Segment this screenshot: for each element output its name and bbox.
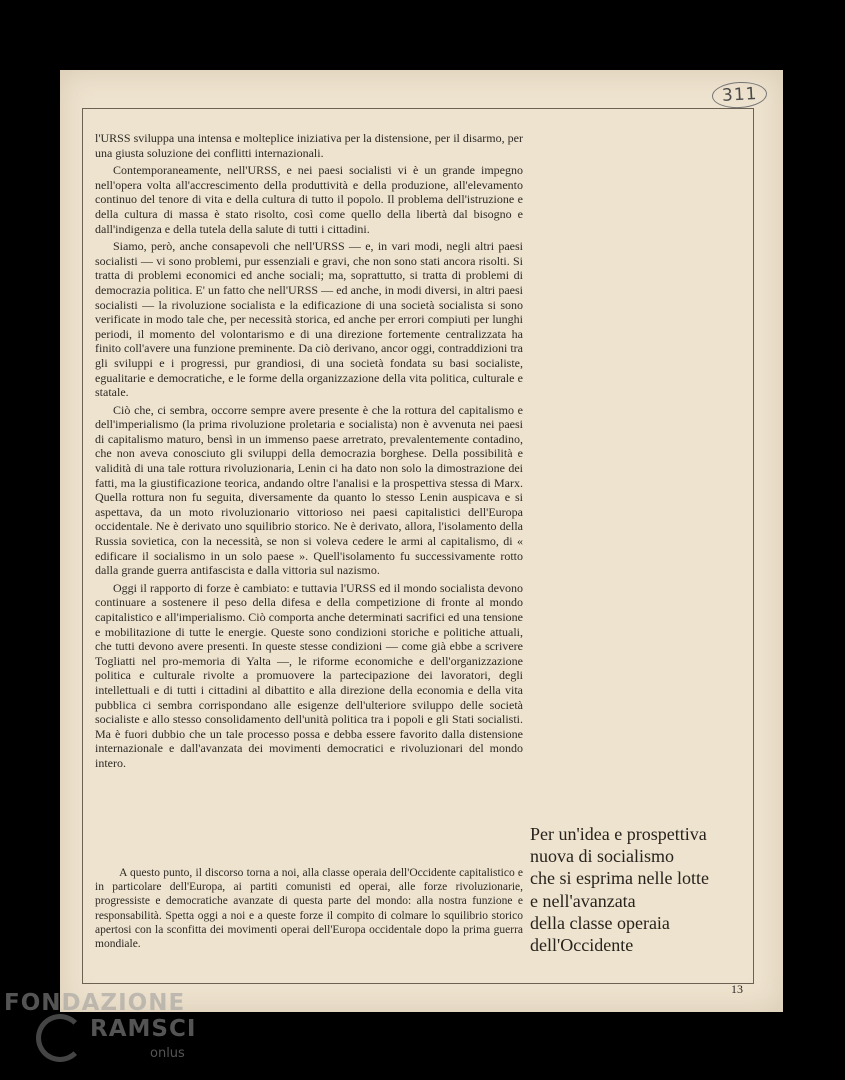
section-subheading: Per un'idea e prospettiva nuova di socialismo che si esprima nelle lotte e nell'avanzata della classe operaia dell'Occidente [530,824,709,956]
handwritten-folio-number: 311 [711,81,768,110]
body-text [95,131,523,771]
paragraph-4: Ciò che, ci sembra, occorre sempre avere presente è che la rottura del capitalismo e dell'imperialismo (la prima rivoluzione proletaria e socialista) non è avvenuta nei paesi di capitalismo maturo, bensì in un immenso paese arretrato, prevalentemente contadino, che non aveva conosciuto gli sviluppi della democrazia borghese. Della possibilità e validità di una tale rottura rivoluzionaria, Lenin ci ha dato non solo la dimostrazione dei fatti, ma la giustificazione teorica, andando oltre l'analisi e la prospettiva stessa di Marx. Quella rottura non fu seguita, diversamente da quanto lo stesso Lenin auspicava e si aspettava, da un moto rivoluzionario vittorioso nei paesi capitalistici dell'Europa occidentale. Ne è derivato uno squilibrio storico. Ne è derivato, allora, l'isolamento della Russia sovietica, con la necessità, se non si voleva cedere le armi al capitalismo, di « edificare il socialismo in un solo paese ». Quell'isolamento fu successivamente rotto dalla grande guerra antifascista e dalla vittoria sul nazismo. [95,402,523,578]
paragraph-3: Siamo, però, anche consapevoli che nell'URSS — e, in vari modi, negli altri paesi socialisti — vi sono problemi, pur essenziali e gravi, che non sono stati ancora risolti. Si tratta di problemi economici ed anche sociali; ma, soprattutto, si tratta di problemi di democrazia politica. E' un fatto che nell'URSS — ed anche, in modi diversi, in altri paesi socialisti — la rivoluzione socialista e la edificazione di una società socialista si sono verificate in modo tale che, per necessità storica, ed anche per errori compiuti per lunghi periodi, il momento del volontarismo e di una direzione fortemente centralizzata ha finito coll'avere una funzione preminente. Da ciò derivano, ancor oggi, contraddizioni tra gli sviluppi e i progressi, pur grandiosi, di una società fondata su basi socialiste, egualitarie e democratiche, e le forme della organizzazione della vita politica, culturale e statale. [95,239,523,400]
watermark-gramsci: RAMSCI [90,1016,197,1042]
paragraph-5: Oggi il rapporto di forze è cambiato: e tuttavia l'URSS ed il mondo socialista devono continuare a sostenere il peso della difesa e della competizione di fronte al mondo capitalistico e all'imperialismo. Ciò comporta anche determinati sacrifici ed una tensione e mobilitazione di tutte le energie. Queste sono condizioni storiche e politiche attuali, che tutti devono avere presenti. In queste stesse condizioni — come già ebbe a scrivere Togliatti nel pro-memoria di Yalta —, le riforme economiche e dell'organizzazione politica e culturale rivolte a promuovere la partecipazione dei lavoratori, degli intellettuali e di tutti i cittadini al dibattito e alla direzione della economia e della vita pubblica ci sembra corrispondano alle esigenze dell'ulteriore sviluppo delle società socialiste e allo stesso consolidamento dell'unità politica tra i popoli e gli Stati socialisti. Ma è fuori dubbio che un tale processo possa e debba essere favorito dalla distensione internazionale e dall'avanzata dei movimenti democratici e rivoluzionari del mondo intero. [95,580,523,770]
watermark-onlus: onlus [150,1046,185,1061]
paragraph-1: l'URSS sviluppa una intensa e molteplice iniziativa per la distensione, per il disarmo, per una giusta soluzione dei conflitti internazionali. [95,131,523,160]
closing-paragraph: A questo punto, il discorso torna a noi, alla classe operaia dell'Occidente capitalistico e in particolare dell'Europa, ai partiti comunisti ed operai, alle forze rivoluzionarie, progressiste e democratiche avanzate di questa parte del mondo: alla nostra funzione e responsabilità. Spetta oggi a noi e a queste forze il compito di colmare lo squilibrio storico apertosi con la sconfitta dei movimenti operai dell'Europa occidentale dopo la prima guerra mondiale. [95,867,523,951]
watermark-fondazione: FONDAZIONE [4,990,186,1016]
watermark-g-logo-icon [36,1014,84,1062]
paragraph-2: Contemporaneamente, nell'URSS, e nei paesi socialisti vi è un grande impegno nell'opera volta all'accrescimento della produttività e della produzione, all'elevamento continuo del tenore di vita e della cultura di tutto il popolo. Il problema dell'istruzione e della cultura di massa è stato risolto, così come quello della libertà dal bisogno e dall'indigenza e della tutela della salute di tutti i cittadini. [95,163,523,236]
page-number: 13 [731,982,743,996]
